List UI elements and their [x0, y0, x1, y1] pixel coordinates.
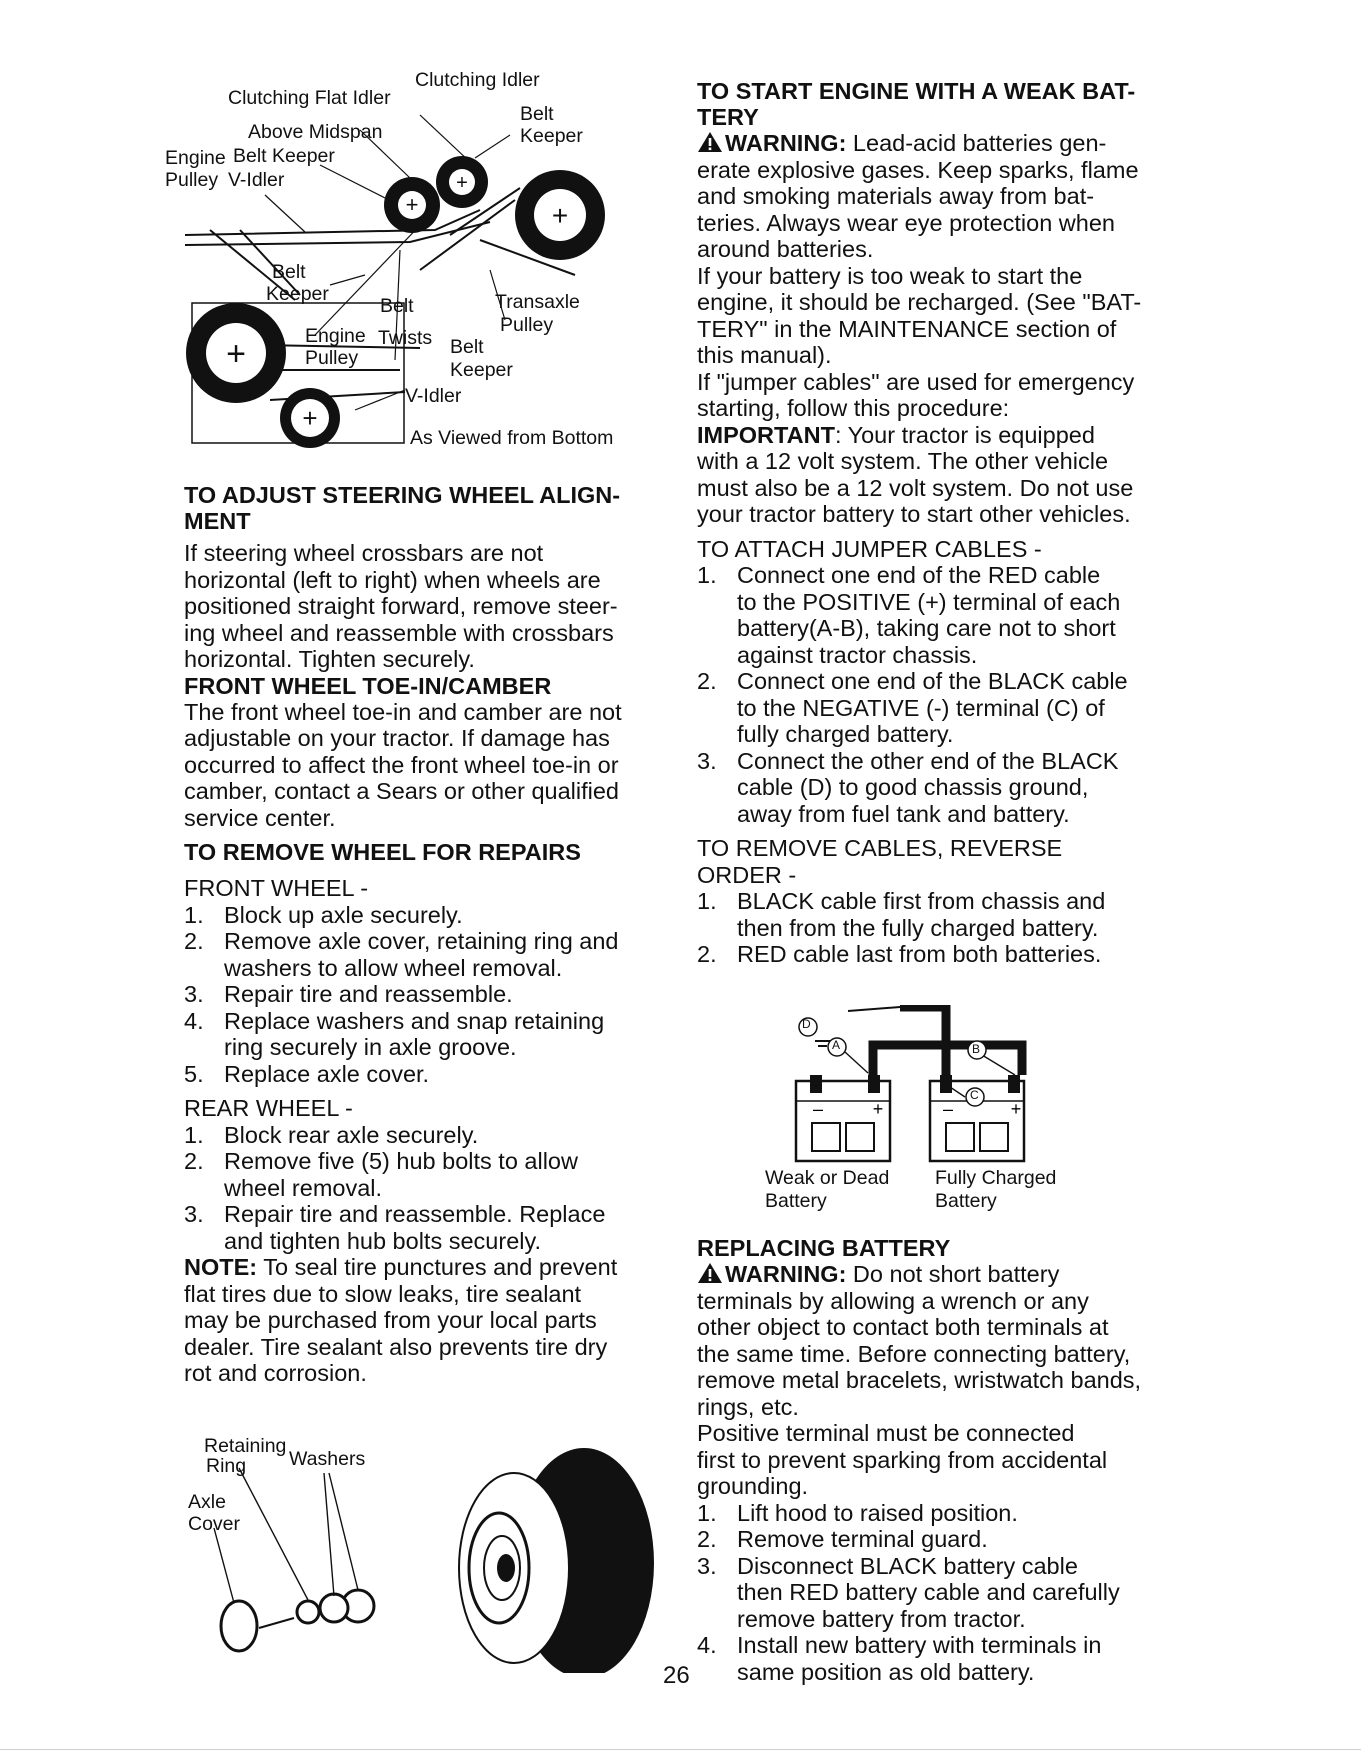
- note-first: To seal tire punctures and prevent: [257, 1254, 618, 1280]
- rear-wheel-label: REAR WHEEL -: [184, 1095, 353, 1121]
- step-text: battery(A-B), taking care not to short: [737, 615, 1116, 641]
- wheel-drawing: [184, 1428, 664, 1673]
- important-paragraph: [697, 422, 1187, 449]
- note-line: rot and corrosion.: [184, 1360, 367, 1386]
- replacing-battery-heading: REPLACING BATTERY: [697, 1235, 951, 1261]
- belt-diagram: [165, 69, 670, 460]
- steering-text-line: horizontal (left to right) when wheels are: [184, 566, 601, 593]
- front-step: [184, 902, 664, 929]
- step-text: remove battery from tractor.: [737, 1605, 1026, 1632]
- wheel-label-ring: Ring: [206, 1455, 247, 1477]
- belt-label-pulley-3: Pulley: [305, 347, 359, 369]
- step-text: washers to allow wheel removal.: [224, 954, 563, 981]
- belt-label-engine: Engine: [165, 147, 226, 169]
- svg-text:+: +: [872, 1099, 884, 1119]
- warning2-line: other object to contact both terminals at: [697, 1314, 1109, 1340]
- warning2-first: Do not short battery: [846, 1261, 1060, 1287]
- step-number: 2.: [697, 941, 717, 967]
- important-line: your tractor battery to start other vehicles.: [697, 501, 1131, 527]
- warning-line: erate explosive gases. Keep sparks, flame: [697, 156, 1139, 183]
- steering-text-line: ing wheel and reassemble with crossbars: [184, 619, 614, 646]
- svg-text:+: +: [405, 192, 419, 217]
- full-battery-label-2: Battery: [935, 1190, 997, 1212]
- warning2-line: first to prevent sparking from accidental: [697, 1446, 1108, 1473]
- callout-d: D: [802, 1017, 811, 1031]
- step-number: 3.: [184, 981, 204, 1007]
- step-text: Remove axle cover, retaining ring and: [224, 928, 619, 954]
- belt-label-belt-1: Belt: [520, 103, 554, 125]
- belt-label-clutching-idler: Clutching Idler: [415, 69, 540, 91]
- warning-icon: [697, 131, 723, 153]
- attach-label: TO ATTACH JUMPER CABLES -: [697, 535, 1042, 562]
- warning-label: WARNING:: [725, 1261, 847, 1287]
- belt-label-v-idler-2: V-Idler: [405, 385, 462, 407]
- warning2-line: remove metal bracelets, wristwatch bands,: [697, 1367, 1142, 1393]
- step-number: 3.: [184, 1201, 204, 1227]
- right-column: [697, 78, 1187, 968]
- steering-text-line: positioned straight forward, remove steer-: [184, 593, 618, 619]
- svg-text:+: +: [1010, 1099, 1022, 1119]
- rear-step: [184, 1122, 664, 1149]
- step-number: 1.: [184, 1121, 204, 1148]
- step-number: 3.: [697, 747, 717, 774]
- steering-heading-2: MENT: [184, 508, 251, 534]
- belt-label-keeper-3: Keeper: [450, 359, 513, 381]
- step-text: Remove five (5) hub bolts to allow: [224, 1148, 578, 1174]
- step-text: away from fuel tank and battery.: [737, 800, 1070, 827]
- steering-heading-1: TO ADJUST STEERING WHEEL ALIGN-: [184, 482, 621, 508]
- step-text: Connect the other end of the BLACK: [737, 747, 1119, 774]
- step-text: then from the fully charged battery.: [737, 914, 1099, 941]
- warning-line: If your battery is too weak to start the: [697, 262, 1083, 289]
- step-text: then RED battery cable and carefully: [737, 1579, 1120, 1605]
- warning-line: starting, follow this procedure:: [697, 395, 1010, 421]
- belt-label-transaxle: Transaxle: [495, 291, 580, 313]
- warning-line: engine, it should be recharged. (See "BAT-: [697, 289, 1142, 315]
- belt-label-belt-3: Belt: [380, 295, 414, 317]
- step-number: 1.: [697, 888, 717, 914]
- front-step: [184, 1061, 664, 1088]
- step-text: Block up axle securely.: [224, 901, 463, 928]
- warning2-line: Positive terminal must be connected: [697, 1420, 1075, 1446]
- attach-step: [697, 562, 1187, 668]
- toe-text-line: The front wheel toe-in and camber are not: [184, 698, 622, 725]
- warning2-line: terminals by allowing a wrench or any: [697, 1287, 1089, 1314]
- svg-text:–: –: [812, 1099, 824, 1119]
- step-text: Install new battery with terminals in: [737, 1632, 1102, 1658]
- toe-text-line: occurred to affect the front wheel toe-in or: [184, 751, 619, 778]
- note-line: dealer. Tire sealant also prevents tire dry: [184, 1333, 608, 1360]
- important-first: : Your tractor is equipped: [834, 421, 1095, 448]
- weak-battery-label-2: Battery: [765, 1190, 827, 1212]
- svg-text:+: +: [456, 172, 468, 194]
- step-number: 1.: [697, 1499, 717, 1526]
- weak-battery-heading-1: TO START ENGINE WITH A WEAK BAT-: [697, 78, 1136, 104]
- step-text: ring securely in axle groove.: [224, 1034, 517, 1060]
- step-number: 5.: [184, 1060, 204, 1087]
- belt-label-keeper-1: Keeper: [520, 125, 583, 147]
- note-line: may be purchased from your local parts: [184, 1307, 597, 1333]
- warning-line: If "jumper cables" are used for emergency: [697, 368, 1135, 395]
- step-text: Repair tire and reassemble.: [224, 981, 513, 1007]
- step-text: BLACK cable first from chassis and: [737, 888, 1106, 914]
- step-text: Remove terminal guard.: [737, 1526, 988, 1552]
- belt-label-as-viewed: As Viewed from Bottom: [410, 427, 614, 449]
- step-text: Lift hood to raised position.: [737, 1499, 1018, 1526]
- page-number: 26: [663, 1662, 690, 1689]
- step-text: Repair tire and reassemble. Replace: [224, 1201, 606, 1227]
- step-number: 2.: [697, 1526, 717, 1552]
- battery-drawing: [760, 1005, 1100, 1165]
- remove-wheel-heading: TO REMOVE WHEEL FOR REPAIRS: [184, 839, 581, 865]
- callout-a: A: [832, 1038, 841, 1052]
- warning2-line: rings, etc.: [697, 1393, 799, 1420]
- callout-b: B: [972, 1042, 981, 1056]
- step-text: against tractor chassis.: [737, 641, 978, 668]
- warning-line: around batteries.: [697, 236, 874, 262]
- belt-label-belt-2: Belt: [272, 261, 306, 283]
- step-number: 3.: [697, 1552, 717, 1579]
- warning-first: Lead-acid batteries gen-: [846, 130, 1107, 156]
- toe-text-line: service center.: [184, 804, 336, 831]
- rear-step: [184, 1148, 664, 1201]
- note-label: NOTE:: [184, 1254, 258, 1280]
- replace-step: [697, 1500, 1187, 1527]
- step-text: Disconnect BLACK battery cable: [737, 1552, 1078, 1579]
- step-number: 4.: [184, 1007, 204, 1034]
- front-wheel-label: FRONT WHEEL -: [184, 875, 369, 901]
- replace-step: [697, 1553, 1187, 1633]
- important-label: IMPORTANT: [697, 421, 835, 448]
- warning2-line: grounding.: [697, 1473, 809, 1499]
- belt-label-pulley-2: Pulley: [500, 314, 554, 336]
- note-paragraph: [184, 1254, 664, 1281]
- remove-cables-label-2: ORDER -: [697, 861, 797, 888]
- belt-label-twists: Twists: [378, 327, 433, 349]
- belt-label-keeper-2: Keeper: [266, 283, 329, 305]
- step-number: 2.: [184, 1148, 204, 1174]
- belt-label-engine-2: Engine: [305, 325, 366, 347]
- wheel-diagram: [184, 1428, 664, 1673]
- svg-text:–: –: [942, 1099, 954, 1119]
- step-number: 2.: [184, 928, 204, 954]
- step-text: to the NEGATIVE (-) terminal (C) of: [737, 694, 1105, 721]
- step-number: 1.: [697, 562, 717, 588]
- remove-cables-label-1: TO REMOVE CABLES, REVERSE: [697, 835, 1063, 861]
- note-line: flat tires due to slow leaks, tire sealant: [184, 1280, 582, 1307]
- wheel-label-axle: Axle: [188, 1491, 226, 1513]
- warning-paragraph: [697, 130, 1187, 157]
- front-step: [184, 1008, 664, 1061]
- front-step: [184, 981, 664, 1008]
- step-text: RED cable last from both batteries.: [737, 941, 1102, 967]
- remove-step: [697, 941, 1187, 968]
- full-battery-label-1: Fully Charged: [935, 1167, 1057, 1189]
- warning-line: and smoking materials away from bat-: [697, 183, 1095, 209]
- attach-step: [697, 748, 1187, 828]
- front-step: [184, 928, 664, 981]
- remove-step: [697, 888, 1187, 941]
- step-text: Block rear axle securely.: [224, 1121, 479, 1148]
- step-number: 4.: [697, 1632, 717, 1658]
- belt-label-belt-4: Belt: [450, 336, 484, 358]
- svg-text:+: +: [226, 335, 246, 373]
- belt-label-v-idler: V-Idler: [228, 169, 285, 191]
- svg-text:+: +: [551, 200, 569, 231]
- warning-line: TERY" in the MAINTENANCE section of: [697, 315, 1117, 342]
- replace-step: [697, 1526, 1187, 1553]
- warning-label: WARNING:: [725, 130, 847, 156]
- important-line: with a 12 volt system. The other vehicle: [697, 448, 1109, 474]
- wheel-label-washers: Washers: [289, 1448, 366, 1470]
- step-text: wheel removal.: [224, 1174, 383, 1201]
- battery-diagram: [760, 1005, 1100, 1225]
- step-number: 1.: [184, 901, 204, 928]
- belt-label-clutching-flat-idler: Clutching Flat Idler: [228, 87, 391, 109]
- wheel-label-cover: Cover: [188, 1513, 241, 1535]
- attach-step: [697, 668, 1187, 748]
- toe-text-line: adjustable on your tractor. If damage has: [184, 725, 610, 751]
- step-text: Replace axle cover.: [224, 1060, 430, 1087]
- step-text: fully charged battery.: [737, 721, 954, 747]
- warning-line: this manual).: [697, 342, 832, 368]
- warning-icon: [697, 1262, 723, 1284]
- step-text: Replace washers and snap retaining: [224, 1007, 605, 1034]
- toe-heading: FRONT WHEEL TOE-IN/CAMBER: [184, 672, 552, 699]
- steering-text-line: If steering wheel crossbars are not: [184, 540, 544, 566]
- toe-text-line: camber, contact a Sears or other qualified: [184, 778, 619, 804]
- important-line: must also be a 12 volt system. Do not use: [697, 474, 1134, 501]
- step-text: same position as old battery.: [737, 1658, 1035, 1685]
- step-number: 2.: [697, 668, 717, 694]
- svg-text:+: +: [302, 403, 318, 433]
- rear-step: [184, 1201, 664, 1254]
- step-text: and tighten hub bolts securely.: [224, 1227, 542, 1254]
- weak-battery-label-1: Weak or Dead: [765, 1167, 890, 1189]
- wheel-label-retaining: Retaining: [204, 1435, 287, 1457]
- step-text: Connect one end of the RED cable: [737, 562, 1101, 588]
- warning-line: teries. Always wear eye protection when: [697, 209, 1115, 236]
- weak-battery-heading-2: TERY: [697, 104, 759, 130]
- step-text: Connect one end of the BLACK cable: [737, 668, 1128, 694]
- warning2-paragraph: [697, 1261, 1187, 1288]
- steering-text-line: horizontal. Tighten securely.: [184, 646, 475, 672]
- replacing-battery-section: [697, 1235, 1187, 1685]
- step-text: to the POSITIVE (+) terminal of each: [737, 588, 1121, 615]
- step-text: cable (D) to good chassis ground,: [737, 774, 1089, 800]
- belt-label-pulley: Pulley: [165, 169, 219, 191]
- belt-label-belt-keeper: Belt Keeper: [233, 145, 335, 167]
- left-column: [184, 482, 664, 1387]
- replace-step: [697, 1632, 1187, 1685]
- bottom-rule: [0, 1749, 1361, 1750]
- belt-label-above-midspan: Above Midspan: [248, 121, 383, 143]
- callout-c: C: [970, 1088, 979, 1102]
- warning2-line: the same time. Before connecting battery,: [697, 1340, 1131, 1367]
